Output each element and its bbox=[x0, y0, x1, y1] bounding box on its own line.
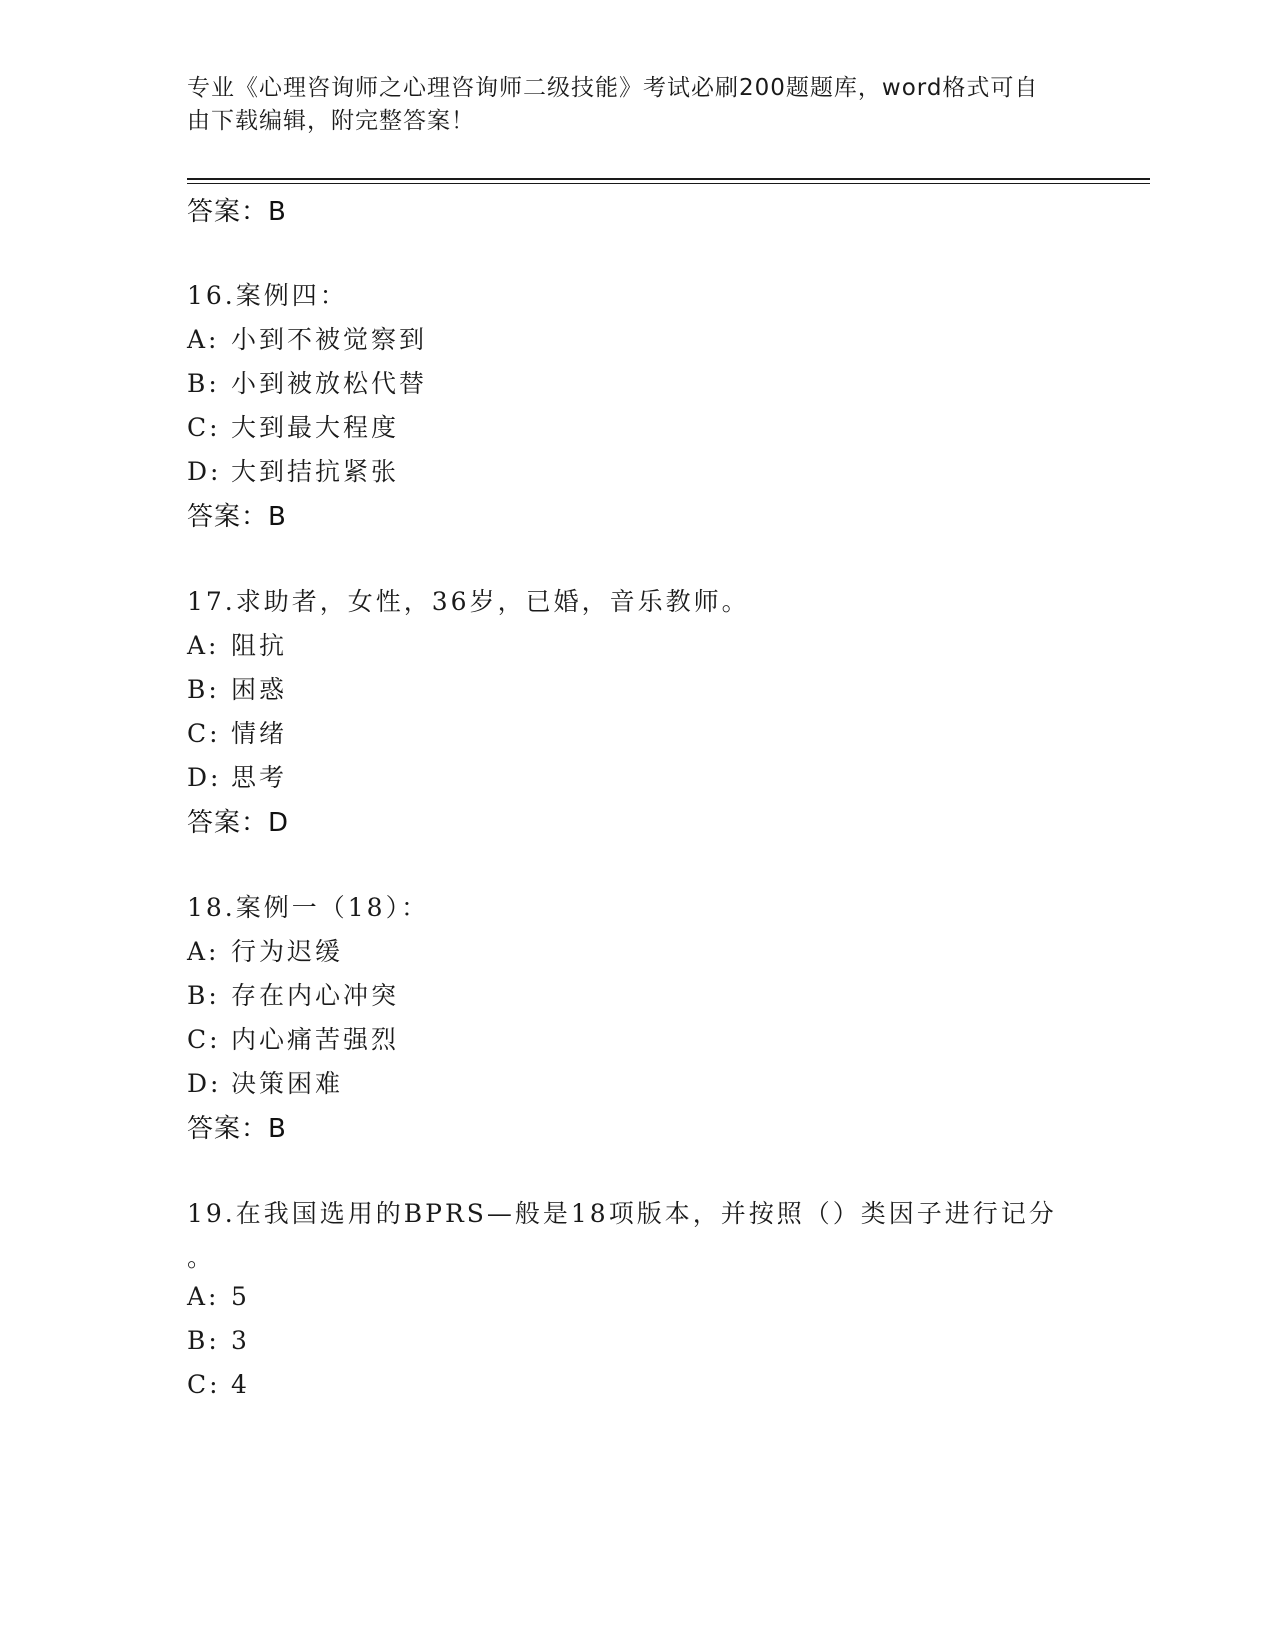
document-header bbox=[187, 72, 1067, 138]
option-text: 思考 bbox=[231, 763, 288, 792]
option-d bbox=[187, 452, 399, 488]
option-label: A: bbox=[187, 937, 220, 966]
option-b bbox=[187, 670, 287, 706]
answer-line: 答案：B bbox=[187, 1114, 287, 1144]
option-text: 行为迟缓 bbox=[231, 937, 344, 966]
option-c bbox=[187, 1020, 399, 1056]
header-divider-thick bbox=[187, 178, 1150, 180]
option-label: A: bbox=[187, 1282, 220, 1311]
option-c bbox=[187, 714, 287, 750]
option-a bbox=[187, 320, 427, 356]
option-text: 大到最大程度 bbox=[231, 413, 400, 442]
option-label: D: bbox=[187, 763, 222, 792]
option-text: 困惑 bbox=[231, 675, 288, 704]
option-label: C: bbox=[187, 719, 221, 748]
option-label: A: bbox=[187, 325, 220, 354]
option-d bbox=[187, 1064, 343, 1100]
option-label: B: bbox=[187, 1326, 220, 1355]
option-label: C: bbox=[187, 1370, 221, 1399]
question-title: 16.案例四： bbox=[187, 281, 348, 310]
option-text: 4 bbox=[231, 1370, 250, 1399]
option-a bbox=[187, 626, 287, 662]
option-label: C: bbox=[187, 413, 221, 442]
question-title: 19.在我国选用的BPRS—般是18项版本，并按照（）类因子进行记分 bbox=[187, 1199, 1057, 1228]
option-label: B: bbox=[187, 675, 220, 704]
question-title-continuation: 。 bbox=[187, 1243, 216, 1272]
header-line-2: 由下载编辑，附完整答案！ bbox=[187, 108, 475, 134]
option-text: 大到拮抗紧张 bbox=[231, 457, 400, 486]
option-label: A: bbox=[187, 631, 220, 660]
option-text: 决策困难 bbox=[231, 1069, 344, 1098]
option-text: 5 bbox=[231, 1282, 250, 1311]
question-title: 17.求助者，女性，36岁，已婚，音乐教师。 bbox=[187, 587, 750, 616]
header-line-1: 专业《心理咨询师之心理咨询师二级技能》考试必刷200题题库，word格式可自 bbox=[187, 75, 1039, 101]
option-b bbox=[187, 1326, 250, 1355]
option-text: 情绪 bbox=[231, 719, 288, 748]
option-label: B: bbox=[187, 981, 220, 1010]
answer-line: 答案：B bbox=[187, 197, 287, 227]
option-label: D: bbox=[187, 457, 222, 486]
answer-line: 答案：D bbox=[187, 808, 290, 838]
option-label: C: bbox=[187, 1025, 221, 1054]
option-c bbox=[187, 1370, 250, 1399]
option-b bbox=[187, 976, 399, 1012]
option-a bbox=[187, 1282, 250, 1311]
option-text: 小到被放松代替 bbox=[231, 369, 428, 398]
option-b bbox=[187, 364, 427, 400]
question-title: 18.案例一（18）： bbox=[187, 893, 430, 922]
option-text: 存在内心冲突 bbox=[231, 981, 400, 1010]
option-label: B: bbox=[187, 369, 220, 398]
option-text: 3 bbox=[231, 1326, 250, 1355]
answer-line: 答案：B bbox=[187, 502, 287, 532]
option-label: D: bbox=[187, 1069, 222, 1098]
header-divider-thin bbox=[187, 183, 1150, 184]
option-text: 内心痛苦强烈 bbox=[231, 1025, 400, 1054]
option-d bbox=[187, 758, 287, 794]
option-text: 阻抗 bbox=[231, 631, 288, 660]
option-a bbox=[187, 932, 343, 968]
option-text: 小到不被觉察到 bbox=[231, 325, 428, 354]
option-c bbox=[187, 408, 399, 444]
